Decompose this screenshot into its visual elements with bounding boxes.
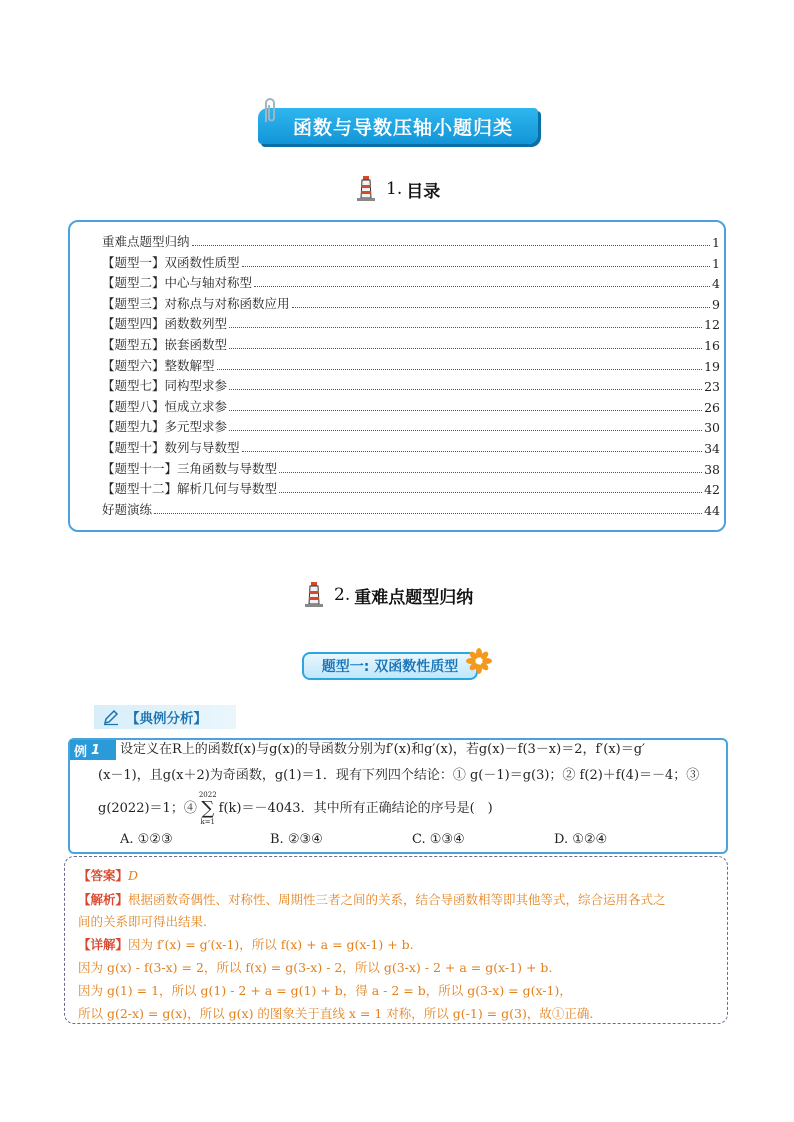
detail-line-2: 因为 g(x) - f(3-x) = 2，所以 f(x) = g(3-x) - 2，所以 g(3-x) - 2 + a = g(x-1) + b. <box>78 960 553 975</box>
option-d: D. ①②④ <box>554 832 608 847</box>
toc-entry-page: 30 <box>704 420 720 436</box>
answer-key: 【答案】 <box>78 868 129 883</box>
toc-leader-dots <box>229 327 702 328</box>
toc-entry-page: 42 <box>704 482 720 498</box>
option-c: C. ①③④ <box>412 832 465 847</box>
toc-leader-dots <box>229 410 702 411</box>
analysis-key: 【解析】 <box>78 892 129 907</box>
detail-line-1 <box>78 935 414 953</box>
toc-entry[interactable] <box>102 228 720 250</box>
option-b: B. ②③④ <box>270 832 323 847</box>
toc-entry[interactable] <box>102 455 720 477</box>
option-a: A. ①②③ <box>120 832 173 847</box>
sum-lower: k=1 <box>200 818 216 826</box>
toc-entry-page: 1 <box>712 235 720 250</box>
detail-line-3: 因为 g(1) = 1，所以 g(1) - 2 + a = g(1) + b，得 a - 2 = b，所以 g(3-x) = g(x-1)， <box>78 983 572 998</box>
example-question-line-1: 设定义在R上的函数f(x)与g(x)的导函数分别为f′(x)和g′(x)，若g(x)－f(3－x)＝2，f′(x)＝g′ <box>120 742 645 757</box>
flower-icon <box>466 648 492 674</box>
section-number: 1. <box>386 179 403 199</box>
toc-entry[interactable] <box>102 372 720 394</box>
sigma-symbol: ∑ <box>201 798 215 819</box>
toc-entry-label: 【题型六】整数解型 <box>102 357 215 373</box>
toc-entry-page: 4 <box>712 276 720 292</box>
toc-entry[interactable] <box>102 496 720 518</box>
toc-entry-label: 【题型二】中心与轴对称型 <box>102 275 253 291</box>
toc-entry-label: 【题型三】对称点与对称函数应用 <box>102 295 290 311</box>
toc-leader-dots <box>254 286 710 287</box>
lighthouse-icon <box>302 580 326 610</box>
toc-entry-page: 38 <box>704 461 720 477</box>
detail-key: 【详解】 <box>78 937 129 952</box>
toc-leader-dots <box>292 307 711 308</box>
toc-entry-label: 【题型一】双函数性质型 <box>102 254 240 270</box>
toc-entry-page: 19 <box>704 358 720 374</box>
toc-entry[interactable] <box>102 434 720 456</box>
toc-leader-dots <box>192 245 711 246</box>
answer-value: D <box>128 868 139 883</box>
toc-entry[interactable] <box>102 352 720 374</box>
summation <box>199 791 217 827</box>
toc-entry-label: 【题型七】同构型求参 <box>102 378 228 394</box>
example-badge <box>70 740 116 760</box>
toc-entry[interactable] <box>102 393 720 415</box>
toc-leader-dots <box>229 430 702 431</box>
example-analysis-header <box>94 705 236 729</box>
section-label: 重难点题型归纳 <box>354 587 474 608</box>
section-label: 目录 <box>406 181 441 202</box>
page-title: 函数与导数压轴小题归类 <box>292 116 513 139</box>
section-number: 2. <box>334 585 351 605</box>
toc-entry[interactable] <box>102 331 720 353</box>
sum-upper: 2022 <box>198 791 217 799</box>
example-badge-number: 1 <box>91 742 101 758</box>
toc-leader-dots <box>279 472 702 473</box>
toc-entry-page: 16 <box>704 338 720 353</box>
toc-entry-page: 34 <box>704 441 720 456</box>
toc-entry-label: 【题型十】数列与导数型 <box>102 440 240 455</box>
toc-entry-page: 9 <box>712 296 720 312</box>
table-of-contents <box>68 220 726 532</box>
lighthouse-icon <box>354 174 378 204</box>
toc-entry[interactable] <box>102 475 720 497</box>
toc-entry-label: 【题型十一】三角函数与导数型 <box>102 460 278 476</box>
pencil-icon <box>102 708 120 726</box>
title-banner <box>258 108 538 144</box>
toc-leader-dots <box>217 369 703 370</box>
example-question-line-3 <box>98 791 493 827</box>
toc-entry-page: 44 <box>704 502 720 518</box>
toc-entry-label: 【题型五】嵌套函数型 <box>102 337 228 352</box>
section-heading-2 <box>302 580 473 610</box>
toc-entry-page: 26 <box>704 399 720 415</box>
toc-entry-label: 【题型八】恒成立求参 <box>102 398 228 414</box>
type-tag: 题型一: 双函数性质型 <box>302 652 478 680</box>
example-analysis-label: 【典例分析】 <box>126 711 207 727</box>
toc-leader-dots <box>242 451 703 452</box>
toc-entry[interactable] <box>102 413 720 435</box>
example-badge-word: 例 <box>74 744 88 760</box>
toc-entry-page: 1 <box>712 255 720 271</box>
toc-entry-label: 【题型十二】解析几何与导数型 <box>102 481 278 497</box>
toc-leader-dots <box>242 266 711 267</box>
toc-entry[interactable] <box>102 310 720 332</box>
toc-entry-label: 【题型四】函数数列型 <box>102 316 228 332</box>
detail-text: 因为 f′(x) = g′(x-1)，所以 f(x) + a = g(x-1) + b. <box>128 937 414 952</box>
toc-entry[interactable] <box>102 290 720 312</box>
analysis-line-2: 间的关系即可得出结果. <box>78 914 207 929</box>
section-heading-1 <box>354 174 440 204</box>
toc-leader-dots <box>229 389 702 390</box>
analysis-line-1 <box>78 890 666 908</box>
question-text: g(2022)＝1；④ <box>98 801 197 816</box>
example-question-line-2: (x－1)，且g(x＋2)为奇函数，g(1)＝1．现有下列四个结论：① g(－1)＝g(3)；② f(2)＋f(4)＝－4；③ <box>98 768 700 783</box>
paperclip-icon <box>260 96 280 126</box>
toc-entry[interactable] <box>102 249 720 271</box>
toc-leader-dots <box>154 513 702 514</box>
toc-entry-label: 重难点题型归纳 <box>102 234 190 249</box>
toc-entry-label: 好题演练 <box>102 501 153 517</box>
toc-entry-label: 【题型九】多元型求参 <box>102 419 228 435</box>
toc-leader-dots <box>229 348 702 349</box>
toc-entry-page: 23 <box>704 379 720 395</box>
toc-entry-page: 12 <box>704 317 720 333</box>
question-text: f(k)＝－4043．其中所有正确结论的序号是( ) <box>218 801 493 816</box>
analysis-text: 根据函数奇偶性、对称性、周期性三者之间的关系，结合导函数相等即其他等式，综合运用各式之 <box>128 892 666 907</box>
answer-line <box>78 866 138 884</box>
toc-entry[interactable] <box>102 269 720 291</box>
toc-leader-dots <box>279 492 702 493</box>
detail-line-4: 所以 g(2-x) = g(x)，所以 g(x) 的图象关于直线 x = 1 对称，所以 g(-1) = g(3)，故①正确. <box>78 1006 594 1021</box>
